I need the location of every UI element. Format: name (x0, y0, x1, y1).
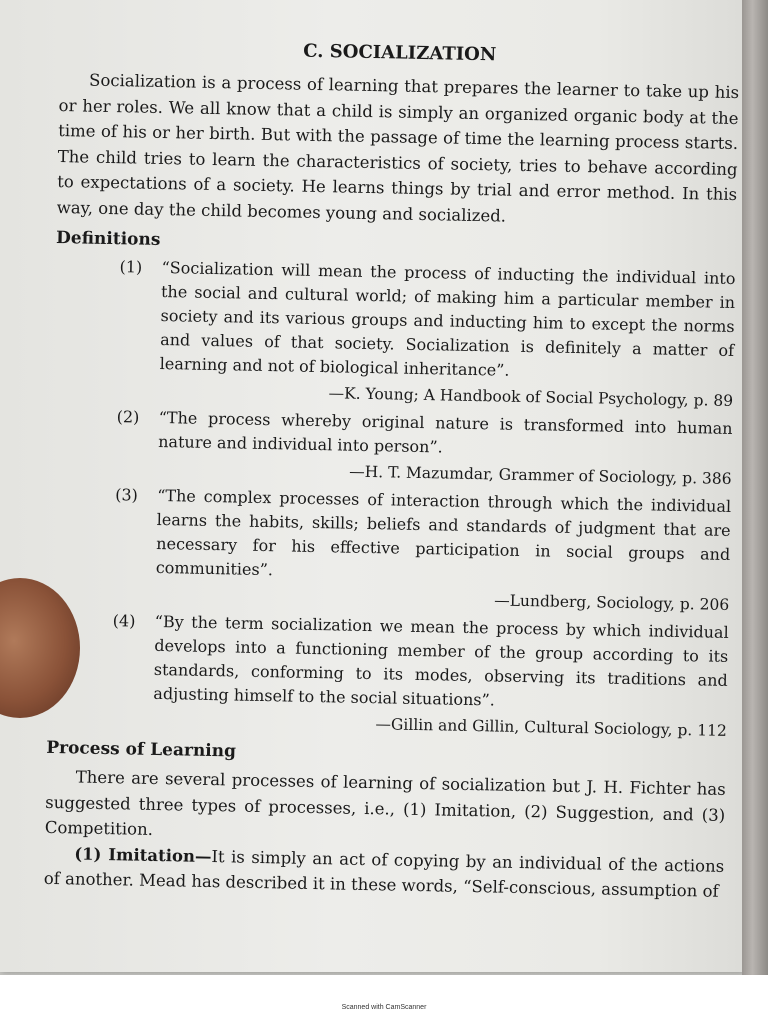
definition-citation: —Lundberg, Sociology, p. 206 (494, 591, 730, 614)
definition-item (47, 608, 729, 717)
section-title: C. SOCIALIZATION (303, 40, 497, 66)
definition-text: “Socialization will mean the process of inducting the individual into the social and cultural world; of making him a particular member in society and its various groups and inducting him to except the norms and values of that society. Socialization is definitely a matter of learning and not of biological inheritance”. (159, 257, 736, 380)
definitions-heading: Definitions (55, 227, 161, 250)
imitation-lead: (1) Imitation— (74, 843, 212, 866)
definition-item (50, 482, 732, 591)
definition-text: “The complex processes of interaction through which the individual learns the habits, skills; beliefs and standards of judgment that are necessary for his effective participation in social groups and communities”. (155, 485, 732, 580)
imitation-text: It is simply an act of copying by an individual of the actions of another. Mead has described it in these words, “Self-conscious, assumption of (43, 846, 725, 901)
intro-paragraph: Socialization is a process of learning that prepares the learner to take up his or her roles. We all know that a child is simply an organized organic body at the time of his or her birth. But with the passage of time the learning process starts. The child tries to learn the characteristics of society, tries to behave according to expectations of a society. He learns things by trial and error method. In this way, one day the child becomes young and socialized. (56, 70, 740, 226)
scanner-watermark: Scanned with CamScanner (341, 1004, 427, 1011)
definition-item (54, 254, 736, 387)
definition-number: (4) (112, 611, 136, 631)
definition-citation: —Gillin and Gillin, Cultural Sociology, p. 112 (375, 715, 727, 740)
process-paragraph: There are several processes of learning of socialization but J. H. Fichter has suggested three types of processes, i.e., (1) Imitation, (2) Suggestion, and (3) Competition. (44, 767, 726, 839)
page-content (44, 36, 740, 904)
definition-citation: —H. T. Mazumdar, Grammer of Sociology, p. 386 (349, 462, 732, 488)
definition-citation: —K. Young; A Handbook of Social Psychology, p. 89 (328, 384, 734, 410)
definition-number: (2) (116, 407, 140, 427)
definition-text: “The process whereby original nature is transformed into human nature and individual into person”. (158, 407, 733, 457)
definition-text: “By the term socialization we mean the process by which individual develops into a functioning member of the group according to its standards, conforming to its modes, observing its traditions and adjusting himself to the social situations”. (153, 611, 729, 710)
definition-number: (1) (119, 257, 143, 277)
definition-number: (3) (115, 485, 139, 505)
book-spine (742, 0, 768, 975)
process-heading: Process of Learning (46, 737, 237, 762)
